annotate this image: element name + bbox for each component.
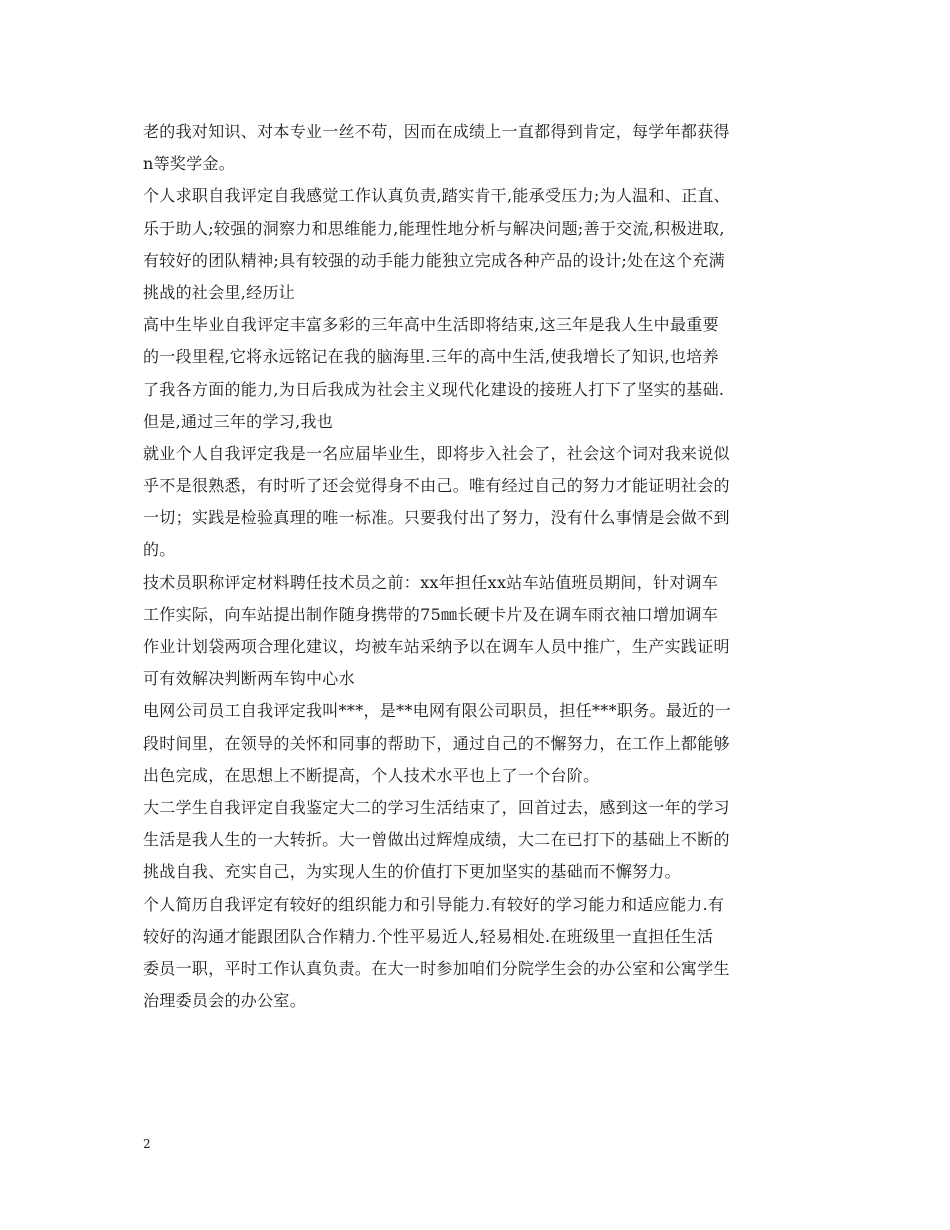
page-number: 2 (143, 1137, 151, 1151)
text-line: 作业计划袋两项合理化建议，均被车站采纳予以在调车人员中推广，生产实践证明 (143, 637, 730, 656)
text-line: 段时间里，在领导的关怀和同事的帮助下，通过自己的不懈努力，在工作上都能够 (143, 733, 730, 753)
document-body (143, 116, 828, 1017)
text-line: 乎不是很熟悉，有时听了还会觉得身不由己。唯有经过自己的努力才能证明社会的 (143, 476, 730, 496)
text-line: 治理委员会的办公室。 (143, 991, 307, 1011)
paragraph-power-grid-employee-evaluation (143, 695, 828, 792)
text-line: 就业个人自我评定我是一名应届毕业生，即将步入社会了，社会这个词对我来说似 (143, 443, 730, 463)
text-line: 出色完成，在思想上不断提高，个人技术水平也上了一个台阶。 (143, 765, 600, 785)
text-line: 一切；实践是检验真理的唯一标准。只要我付出了努力，没有什么事情是会做不到 (143, 508, 730, 528)
text-line: 的。 (143, 540, 176, 560)
text-line: 生活是我人生的一大转折。大一曾做出过辉煌成绩，大二在已打下的基础上不断的 (143, 830, 730, 850)
paragraph-high-school-graduate-evaluation (143, 309, 828, 438)
text-line: 的一段里程,它将永远铭记在我的脑海里.三年的高中生活,使我增长了知识,也培养 (143, 347, 719, 367)
text-line: 个人简历自我评定有较好的组织能力和引导能力.有较好的学习能力和适应能力.有 (143, 894, 725, 914)
text-line: 高中生毕业自我评定丰富多彩的三年高中生活即将结束,这三年是我人生中最重要 (143, 315, 719, 335)
text-line: 委员一职，平时工作认真负责。在大一时参加咱们分院学生会的办公室和公寓学生 (143, 958, 730, 978)
paragraph-job-seeking-evaluation (143, 180, 828, 309)
text-line: 但是,通过三年的学习,我也 (143, 411, 334, 431)
paragraph-academic-performance (143, 116, 828, 180)
text-line: 电网公司员工自我评定我叫***，是**电网有限公司职员，担任***职务。最近的一 (143, 701, 732, 721)
text-line: 较好的沟通才能跟团队合作精力.个性平易近人,轻易相处.在班级里一直担任生活 (143, 926, 714, 946)
text-line: n等奖学金。 (143, 154, 236, 174)
text-line: 个人求职自我评定自我感觉工作认真负责,踏实肯干,能承受压力;为人温和、正直、 (143, 186, 730, 206)
text-line: 乐于助人;较强的洞察力和思维能力,能理性地分析与解决问题;善于交流,积极进取, (143, 218, 725, 238)
text-line: 可有效解决判断两车钩中心水 (143, 669, 355, 689)
text-line: 挑战的社会里,经历让 (143, 282, 296, 302)
paragraph-sophomore-evaluation (143, 792, 828, 889)
paragraph-employment-evaluation (143, 438, 828, 567)
text-line: 有较好的团队精神;具有较强的动手能力能独立完成各种产品的设计;处在这个充满 (143, 250, 725, 270)
text-line: 技术员职称评定材料聘任技术员之前：xx年担任xx站车站值班员期间，针对调车 (143, 572, 719, 592)
text-line: 老的我对知识、对本专业一丝不苟，因而在成绩上一直都得到肯定，每学年都获得 (143, 122, 730, 141)
text-line: 大二学生自我评定自我鉴定大二的学习生活结束了，回首过去，感到这一年的学习 (143, 797, 730, 817)
paragraph-resume-evaluation (143, 889, 828, 1018)
text-line: 挑战自我、充实自己，为实现人生的价值打下更加坚实的基础而不懈努力。 (143, 862, 681, 882)
paragraph-technician-title-material (143, 567, 828, 696)
text-line: 了我各方面的能力,为日后我成为社会主义现代化建设的接班人打下了坚实的基础. (143, 379, 725, 399)
text-line: 工作实际，向车站提出制作随身携带的75㎜长硬卡片及在调车雨衣袖口增加调车 (143, 604, 719, 624)
